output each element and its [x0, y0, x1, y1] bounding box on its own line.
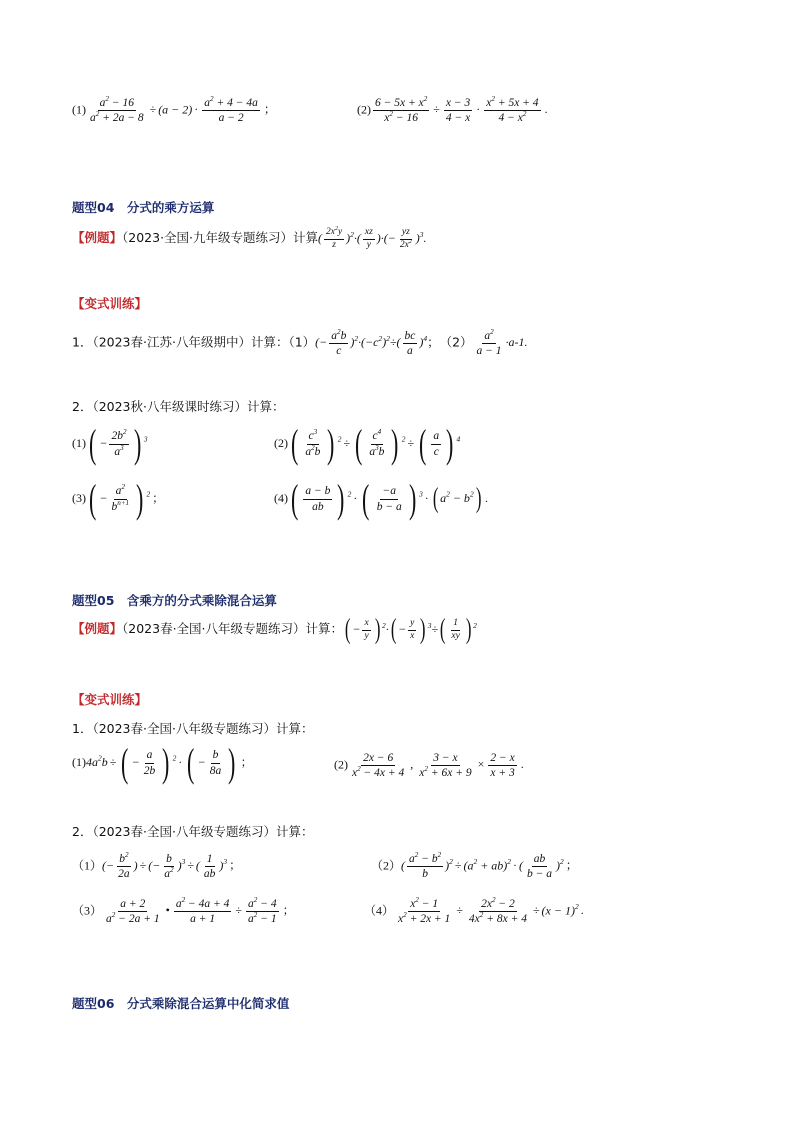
top-problem-1: (1) $\frac{a^2 - 16}{a^2 + 2a - 8}$ ÷ (a − 2) · $\frac{a^2 + 4 - 4a}{a - 2}$ ；: [72, 95, 276, 125]
question-05-2-4: （4） $\frac{x^2 - 1}{x^2 + 2x + 1}$ ÷ $\frac{2x^2 - 2}{4x^2 + 8x + 4}$ ÷ $(x - 1)^2$ .: [364, 896, 584, 926]
question-05-1-2: (2) $\frac{2x - 6}{x^2 - 4x + 4}$ , $\frac{3 - x}{x^2 + 6x + 9}$ × $\frac{2 - x}{x + 3}$ .: [334, 752, 524, 780]
question-04-1-part2: ； （2）: [427, 334, 473, 350]
question-05-2-stem: 2．（2023春·全国·八年级专题练习）计算：: [72, 824, 314, 839]
section-05-title: 题型05 含乘方的分式乘除混合运算: [72, 593, 277, 608]
question-05-2-2: （2）( $\frac{a^2 - b^2}{b}$ )$^2 \div (a^2 + ab)^2$ · ( $\frac{ab}{b - a}$ )$^2$ ；: [371, 851, 578, 881]
question-05-1-1: $(1)4a^2b$ ÷ ( − $\frac{a}{2b}$ ) $^2$ · ( − $\frac{b}{8a}$ ) ；: [72, 740, 253, 785]
label-4: (4): [274, 490, 288, 505]
question-04-1-stem: 1．（2023春·江苏·八年级期中）计算：（1）: [72, 334, 316, 350]
question-04-2-4: (4)( $\frac{a - b}{ab}$ ) $^2$ · ( $\frac{-a}{b - a}$ ) $^3$ · ( $a^2 - b^2$) .: [274, 476, 488, 521]
label-2: (2): [274, 435, 288, 450]
label-2: （2）: [371, 858, 402, 873]
example-05: 【例题】（2023春·全国·八年级专题练习）计算：( − $\frac{x}{y}$ ) $^2$·( − $\frac{y}{x}$ ) $^3$÷( $\frac{1}{xy}$ ) $^2$: [72, 614, 477, 646]
label-1: （1）: [72, 858, 103, 873]
label-1: (1): [72, 754, 86, 769]
label-2: (2): [334, 757, 348, 772]
question-04-2-stem: 2．（2023秋·八年级课时练习）计算：: [72, 399, 285, 414]
example-04: 【例题】（2023·全国·九年级专题练习）计算( $\frac{2x^2y}{z}$ )$^2$·( $\frac{xz}{y}$ )·(− $\frac{yz}{2x^2}$ )$^3$.: [72, 225, 427, 250]
label-3: (3): [72, 490, 86, 505]
question-04-2-2: (2)( $\frac{c^3}{a^2b}$ ) $^2$ ÷ ( $\frac{c^4}{a^3b}$ ) $^2$ ÷ ( $\frac{a}{c}$ ) $^4$: [274, 421, 461, 466]
practice-tag-04: 【变式训练】: [72, 296, 148, 311]
example-05-source: （2023春·全国·八年级专题练习）计算：: [122, 621, 344, 637]
example-tag: 【例题】: [72, 621, 123, 637]
example-tag: 【例题】: [72, 230, 123, 246]
example-04-source: （2023·全国·九年级专题练习）计算: [122, 230, 319, 246]
question-04-1: 1．（2023春·江苏·八年级期中）计算：（1）(− $\frac{a^2b}{c}$ )$^2\cdot(-c^2)^2\div$( $\frac{bc}{a}$ )$^4$； （2） $\frac{a^2}{a - 1}$ ·a-1.: [72, 328, 528, 358]
label-1: (1): [72, 435, 86, 450]
top-problem-2: (2) $\frac{6 - 5x + x^2}{x^2 - 16}$ ÷ $\frac{x - 3}{4 - x}$ · $\frac{x^2 + 5x + 4}{4 - x^2}$ .: [357, 95, 548, 125]
label-3: （3）: [72, 903, 103, 918]
section-04-title: 题型04 分式的乘方运算: [72, 200, 215, 215]
question-04-2-1: (1)( − $\frac{2b^2}{a^3}$ ) $^3$: [72, 421, 148, 466]
question-05-2-1: （1）(− $\frac{b^2}{2a}$ ) ÷ (− $\frac{b}{a^2}$ )$^3$ ÷ ( $\frac{1}{ab}$ )$^3$ ；: [72, 851, 242, 881]
label-2: (2): [357, 102, 371, 117]
question-05-2-3: （3） $\frac{a + 2}{a^2 - 2a + 1}$ • $\frac{a^2 - 4a + 4}{a + 1}$ ÷ $\frac{a^2 - 4}{a^2 - 1}$ ；: [72, 896, 295, 926]
practice-tag-05: 【变式训练】: [72, 692, 148, 707]
label-1: (1): [72, 102, 86, 117]
label-4: （4）: [364, 903, 395, 918]
question-04-2-3: (3)( − $\frac{a^2}{b^{n+1}}$ ) $^2$ ；: [72, 476, 165, 521]
question-05-1-stem: 1．（2023春·全国·八年级专题练习）计算：: [72, 721, 314, 736]
section-06-title: 题型06 分式乘除混合运算中化简求值: [72, 996, 290, 1011]
